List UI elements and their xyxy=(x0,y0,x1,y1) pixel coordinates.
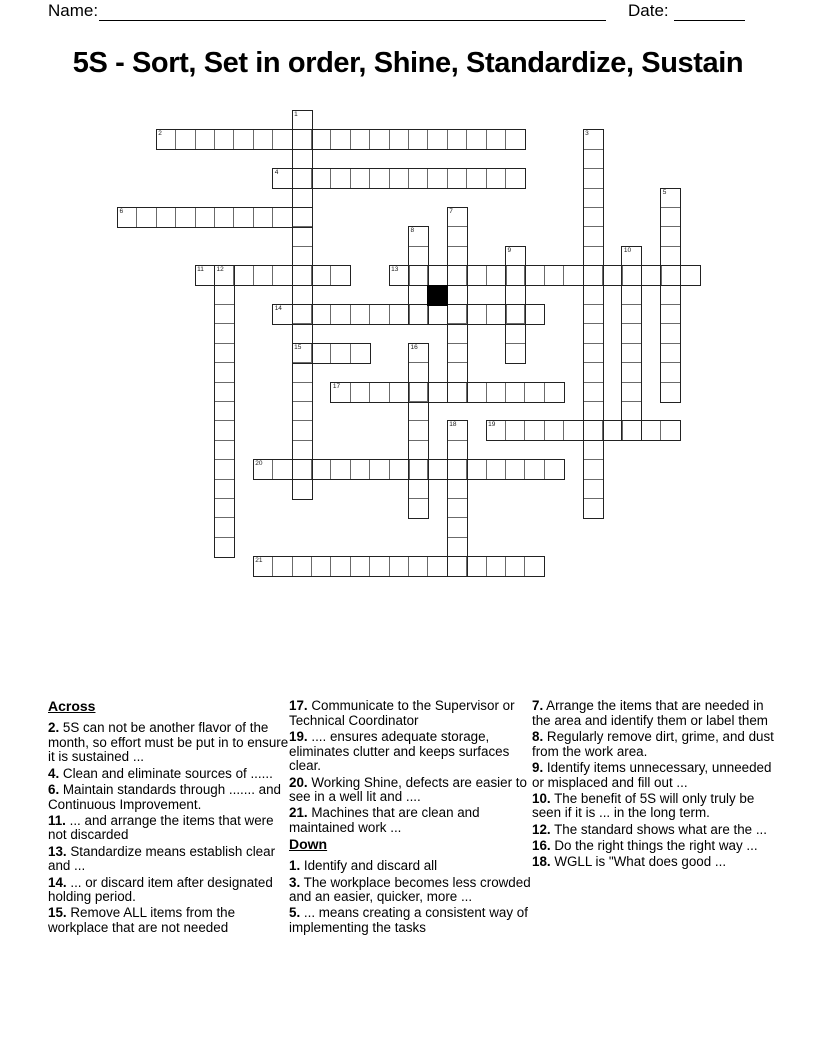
grid-cell-r18c14 xyxy=(389,459,410,480)
grid-cell-r18c5 xyxy=(214,459,235,480)
grid-cell-r15c26 xyxy=(621,401,642,422)
clues-across-heading: Across xyxy=(48,698,96,714)
grid-cell-r14c24 xyxy=(583,382,604,403)
grid-cell-r6c9 xyxy=(292,226,313,247)
grid-cell-r9c26 xyxy=(621,285,642,306)
grid-cell-r9c15 xyxy=(408,285,429,306)
grid-cell-r17c15 xyxy=(408,440,429,461)
grid-cell-r16c15 xyxy=(408,420,429,441)
puzzle-title: 5S - Sort, Set in order, Shine, Standardize, Sustain xyxy=(72,47,744,79)
grid-cell-r8c14 xyxy=(389,265,410,286)
grid-cell-r1c8 xyxy=(272,129,293,150)
grid-cell-r10c20 xyxy=(505,304,526,325)
grid-cell-r16c21 xyxy=(524,420,545,441)
grid-cell-r14c13 xyxy=(369,382,390,403)
grid-cell-r18c16 xyxy=(427,459,448,480)
grid-cell-r13c17 xyxy=(447,362,468,383)
grid-cell-r3c12 xyxy=(350,168,371,189)
grid-cell-r3c20 xyxy=(505,168,526,189)
grid-cell-r12c15 xyxy=(408,343,429,364)
cell-number: 2 xyxy=(158,130,162,138)
grid-cell-r5c4 xyxy=(195,207,216,228)
grid-cell-r14c20 xyxy=(505,382,526,403)
grid-cell-r14c18 xyxy=(466,382,487,403)
grid-cell-r11c17 xyxy=(447,323,468,344)
grid-cell-r23c13 xyxy=(369,556,390,577)
clue-number: 9. xyxy=(532,759,544,775)
clue-item-21: 21. Machines that are clean and maintained work ... xyxy=(289,805,480,836)
clue-number: 16. xyxy=(532,837,551,853)
grid-cell-r23c21 xyxy=(524,556,545,577)
grid-cell-r1c18 xyxy=(466,129,487,150)
grid-cell-r19c15 xyxy=(408,479,429,500)
grid-cell-r10c10 xyxy=(311,304,332,325)
grid-cell-r10c16 xyxy=(427,304,448,325)
clue-number: 12. xyxy=(532,821,551,837)
clue-number: 5. xyxy=(289,905,301,921)
grid-cell-r8c27 xyxy=(641,265,662,286)
grid-cell-r10c9 xyxy=(292,304,313,325)
cell-number: 1 xyxy=(294,111,298,118)
grid-cell-r1c19 xyxy=(486,129,507,150)
grid-cell-r13c26 xyxy=(621,362,642,383)
grid-cell-r18c19 xyxy=(486,459,507,480)
grid-cell-r18c22 xyxy=(544,459,565,480)
grid-cell-r22c17 xyxy=(447,537,468,558)
grid-cell-r8c29 xyxy=(680,265,701,286)
grid-cell-r1c5 xyxy=(214,129,235,150)
clue-number: 13. xyxy=(48,843,67,859)
grid-cell-r12c12 xyxy=(350,343,371,364)
clue-item-16: 16. Do the right things the right way ... xyxy=(532,837,758,853)
clue-item-12: 12. The standard shows what are the ... xyxy=(532,821,767,837)
grid-cell-r14c12 xyxy=(350,382,371,403)
grid-cell-r1c14 xyxy=(389,129,410,150)
clue-item-1: 1. Identify and discard all xyxy=(289,858,438,874)
grid-cell-r8c28 xyxy=(660,265,681,286)
grid-cell-r9c9 xyxy=(292,285,313,306)
cell-number: 4 xyxy=(274,169,279,177)
grid-cell-r23c11 xyxy=(330,556,351,577)
grid-cell-r14c21 xyxy=(524,382,545,403)
grid-cell-r8c5 xyxy=(214,265,235,286)
grid-cell-r23c14 xyxy=(389,556,410,577)
grid-cell-r18c21 xyxy=(524,459,545,480)
grid-cell-r10c19 xyxy=(486,304,507,325)
clue-number: 19. xyxy=(289,728,308,744)
grid-cell-r14c26 xyxy=(621,382,642,403)
grid-cell-r1c7 xyxy=(253,129,274,150)
grid-cell-r12c10 xyxy=(311,343,332,364)
grid-cell-r16c5 xyxy=(214,420,235,441)
grid-cell-r10c24 xyxy=(583,304,604,325)
grid-cell-r17c5 xyxy=(214,440,235,461)
grid-cell-r12c26 xyxy=(621,343,642,364)
grid-cell-r3c19 xyxy=(486,168,507,189)
grid-cell-r16c27 xyxy=(641,420,662,441)
grid-cell-r11c20 xyxy=(505,323,526,344)
grid-cell-r6c28 xyxy=(660,226,681,247)
grid-cell-r7c17 xyxy=(447,246,468,267)
name-label: Name: xyxy=(48,1,99,20)
grid-cell-r23c8 xyxy=(272,556,293,577)
grid-cell-r8c6 xyxy=(233,265,254,286)
grid-cell-r8c17 xyxy=(447,265,468,286)
grid-cell-r7c20 xyxy=(505,246,526,267)
grid-cell-r16c9 xyxy=(292,420,313,441)
grid-cell-r19c17 xyxy=(447,479,468,500)
grid-cell-r4c28 xyxy=(660,188,681,209)
grid-cell-r23c7 xyxy=(253,556,274,577)
cell-number: 7 xyxy=(449,208,453,215)
grid-cell-r23c17 xyxy=(447,556,468,577)
grid-cell-r18c12 xyxy=(350,459,371,480)
grid-cell-r14c17 xyxy=(447,382,468,403)
grid-cell-r1c17 xyxy=(447,129,468,150)
grid-cell-r7c15 xyxy=(408,246,429,267)
cell-number: 12 xyxy=(216,266,224,274)
grid-cell-r5c5 xyxy=(214,207,235,228)
grid-cell-r1c9 xyxy=(292,129,313,150)
cell-number: 10 xyxy=(623,246,632,254)
grid-cell-r23c18 xyxy=(466,556,487,577)
grid-cell-r3c13 xyxy=(369,168,390,189)
grid-cell-r10c14 xyxy=(389,304,410,325)
grid-cell-r13c24 xyxy=(583,362,604,383)
grid-cell-r8c19 xyxy=(486,265,507,286)
clue-item-8: 8. Regularly remove dirt, grime, and dust from the work area. xyxy=(532,728,774,759)
grid-cell-r13c9 xyxy=(292,362,313,383)
clue-column-3 xyxy=(532,699,776,871)
grid-cell-r21c5 xyxy=(214,517,235,538)
cell-number: 8 xyxy=(410,227,415,235)
clue-number: 20. xyxy=(289,774,308,790)
clues-down-heading: Down xyxy=(289,836,328,853)
grid-cell-r15c9 xyxy=(292,401,313,422)
grid-cell-r14c28 xyxy=(660,382,681,403)
clue-item-10: 10. The benefit of 5S will only truly be seen if it is ... in the long term. xyxy=(532,790,755,821)
grid-cell-r1c16 xyxy=(427,129,448,150)
grid-cell-r16c17 xyxy=(447,420,468,441)
grid-cell-r6c15 xyxy=(408,226,429,247)
grid-cell-r1c2 xyxy=(156,129,177,150)
grid-cell-r20c5 xyxy=(214,498,235,519)
grid-cell-r3c16 xyxy=(427,168,448,189)
grid-cell-r8c23 xyxy=(563,265,584,286)
grid-cell-r1c11 xyxy=(330,129,351,150)
grid-cell-r11c26 xyxy=(621,323,642,344)
grid-cell-r19c5 xyxy=(214,479,235,500)
grid-cell-r1c13 xyxy=(369,129,390,150)
clue-number: 7. xyxy=(532,698,544,713)
cell-number: 6 xyxy=(119,208,124,215)
grid-cell-r18c7 xyxy=(253,459,274,480)
grid-cell-r5c9 xyxy=(292,207,313,228)
cell-number: 19 xyxy=(488,421,496,429)
grid-cell-r8c15 xyxy=(408,265,429,286)
clue-item-20: 20. Working Shine, defects are easier to see in a well lit and .... xyxy=(289,774,527,805)
grid-cell-r5c1 xyxy=(136,207,157,228)
grid-cell-r18c9 xyxy=(292,459,313,480)
clue-item-9: 9. Identify items unnecessary, unneeded or misplaced and fill out ... xyxy=(532,759,772,790)
grid-cell-r14c9 xyxy=(292,382,313,403)
grid-cell-r9c28 xyxy=(660,285,681,306)
grid-cell-r7c26 xyxy=(621,246,642,267)
grid-cell-r12c24 xyxy=(583,343,604,364)
grid-cell-r15c5 xyxy=(214,401,235,422)
grid-cell-r3c17 xyxy=(447,168,468,189)
cell-number: 20 xyxy=(255,460,263,468)
grid-cell-r4c24 xyxy=(583,188,604,209)
clue-number: 8. xyxy=(532,728,544,744)
grid-cell-r8c4 xyxy=(195,265,216,286)
clue-number: 1. xyxy=(289,858,301,874)
grid-cell-r3c24 xyxy=(583,168,604,189)
grid-cell-r9c5 xyxy=(214,285,235,306)
grid-cell-r12c17 xyxy=(447,343,468,364)
clue-number: 17. xyxy=(289,698,308,713)
grid-cell-r16c28 xyxy=(660,420,681,441)
clue-number: 18. xyxy=(532,854,551,870)
grid-cell-r1c4 xyxy=(195,129,216,150)
clue-item-11: 11. ... and arrange the items that were not discarded xyxy=(48,812,274,843)
grid-cell-r15c24 xyxy=(583,401,604,422)
grid-cell-r2c24 xyxy=(583,149,604,170)
grid-cell-r12c9 xyxy=(292,343,313,364)
grid-cell-r8c11 xyxy=(330,265,351,286)
grid-cell-r8c21 xyxy=(524,265,545,286)
clue-item-4: 4. Clean and eliminate sources of ...... xyxy=(48,765,273,781)
grid-cell-r9c20 xyxy=(505,285,526,306)
grid-cell-r7c9 xyxy=(292,246,313,267)
grid-cell-r5c24 xyxy=(583,207,604,228)
grid-cell-r14c22 xyxy=(544,382,565,403)
grid-cell-r14c14 xyxy=(389,382,410,403)
clue-item-13: 13. Standardize means establish clear and ... xyxy=(48,843,276,874)
clue-number: 3. xyxy=(289,874,301,890)
grid-cell-r17c9 xyxy=(292,440,313,461)
grid-cell-r3c8 xyxy=(272,168,293,189)
grid-cell-r1c3 xyxy=(175,129,196,150)
grid-cell-r1c12 xyxy=(350,129,371,150)
grid-cell-r6c24 xyxy=(583,226,604,247)
grid-cell-r5c6 xyxy=(233,207,254,228)
grid-cell-r10c17 xyxy=(447,304,468,325)
clue-item-6: 6. Maintain standards through ....... and Continuous Improvement. xyxy=(48,781,281,812)
grid-cell-r16c25 xyxy=(602,420,623,441)
cell-number: 14 xyxy=(274,305,282,312)
grid-cell-r12c28 xyxy=(660,343,681,364)
clue-item-3: 3. The workplace becomes less crowded and an easier, quicker, more ... xyxy=(289,874,531,905)
grid-cell-r12c5 xyxy=(214,343,235,364)
grid-cell-r15c15 xyxy=(408,401,429,422)
grid-cell-r10c18 xyxy=(466,304,487,325)
grid-cell-r5c3 xyxy=(175,207,196,228)
grid-cell-r8c9 xyxy=(292,265,313,286)
date-label: Date: xyxy=(628,1,669,20)
grid-cell-r18c11 xyxy=(330,459,351,480)
grid-cell-r10c26 xyxy=(621,304,642,325)
grid-cell-r16c24 xyxy=(583,420,604,441)
grid-cell-r8c16 xyxy=(427,265,448,286)
clue-number: 21. xyxy=(289,805,308,821)
grid-cell-r11c24 xyxy=(583,323,604,344)
grid-cell-r19c24 xyxy=(583,479,604,500)
clue-number: 6. xyxy=(48,781,60,797)
grid-cell-r3c9 xyxy=(292,168,313,189)
clue-number: 15. xyxy=(48,905,67,921)
grid-cell-r18c10 xyxy=(311,459,332,480)
clue-item-18: 18. WGLL is "What does good ... xyxy=(532,854,727,870)
grid-cell-r20c15 xyxy=(408,498,429,519)
grid-cell-r23c15 xyxy=(408,556,429,577)
grid-cell-r3c10 xyxy=(311,168,332,189)
grid-cell-r3c14 xyxy=(389,168,410,189)
cell-number: 18 xyxy=(449,421,457,429)
grid-cell-r22c5 xyxy=(214,537,235,558)
grid-cell-r13c5 xyxy=(214,362,235,383)
grid-cell-r23c10 xyxy=(311,556,332,577)
grid-cell-r17c24 xyxy=(583,440,604,461)
cell-number: 3 xyxy=(585,130,589,138)
grid-cell-r18c15 xyxy=(408,459,429,480)
grid-cell-r23c20 xyxy=(505,556,526,577)
cell-number: 13 xyxy=(391,266,399,274)
grid-cell-r14c5 xyxy=(214,382,235,403)
grid-cell-r18c24 xyxy=(583,459,604,480)
clue-item-7: 7. Arrange the items that are needed in the area and identify them or label them xyxy=(532,698,768,728)
grid-cell-r20c24 xyxy=(583,498,604,519)
grid-cell-r10c15 xyxy=(408,304,429,325)
grid-cell-r10c11 xyxy=(330,304,351,325)
grid-cell-r10c5 xyxy=(214,304,235,325)
grid-cell-r3c11 xyxy=(330,168,351,189)
cell-number: 9 xyxy=(507,246,512,254)
grid-cell-r8c26 xyxy=(621,265,642,286)
grid-cell-r18c20 xyxy=(505,459,526,480)
grid-cell-r13c28 xyxy=(660,362,681,383)
clue-number: 10. xyxy=(532,790,551,806)
grid-cell-r5c28 xyxy=(660,207,681,228)
grid-cell-r10c13 xyxy=(369,304,390,325)
clue-item-5: 5. ... means creating a consistent way of implementing the tasks xyxy=(289,905,528,936)
grid-cell-r6c17 xyxy=(447,226,468,247)
grid-cell-r23c19 xyxy=(486,556,507,577)
grid-cell-r19c9 xyxy=(292,479,313,500)
grid-cell-r7c28 xyxy=(660,246,681,267)
grid-cell-r13c15 xyxy=(408,362,429,383)
grid-cell-r18c13 xyxy=(369,459,390,480)
grid-cell-r8c7 xyxy=(253,265,274,286)
black-cell xyxy=(427,285,448,306)
grid-cell-r18c17 xyxy=(447,459,468,480)
grid-cell-r5c2 xyxy=(156,207,177,228)
cell-number: 11 xyxy=(197,266,204,274)
grid-cell-r16c20 xyxy=(505,420,526,441)
clue-column-2 xyxy=(289,699,533,937)
grid-cell-r1c20 xyxy=(505,129,526,150)
grid-cell-r0c9 xyxy=(292,110,313,131)
grid-cell-r16c19 xyxy=(486,420,507,441)
grid-cell-r10c12 xyxy=(350,304,371,325)
grid-cell-r8c24 xyxy=(583,265,604,286)
grid-cell-r16c26 xyxy=(621,420,642,441)
grid-cell-r8c22 xyxy=(544,265,565,286)
grid-cell-r16c23 xyxy=(563,420,584,441)
grid-cell-r12c20 xyxy=(505,343,526,364)
clue-number: 14. xyxy=(48,874,67,890)
grid-cell-r18c18 xyxy=(466,459,487,480)
grid-cell-r11c5 xyxy=(214,323,235,344)
grid-cell-r1c10 xyxy=(311,129,332,150)
grid-cell-r5c17 xyxy=(447,207,468,228)
grid-cell-r14c19 xyxy=(486,382,507,403)
grid-cell-r10c21 xyxy=(524,304,545,325)
grid-cell-r17c17 xyxy=(447,440,468,461)
grid-cell-r1c6 xyxy=(233,129,254,150)
grid-cell-r9c17 xyxy=(447,285,468,306)
cell-number: 17 xyxy=(332,382,341,390)
clue-column-1 xyxy=(48,699,292,937)
grid-cell-r3c18 xyxy=(466,168,487,189)
grid-cell-r9c24 xyxy=(583,285,604,306)
clue-number: 2. xyxy=(48,720,60,735)
grid-cell-r21c17 xyxy=(447,517,468,538)
clue-item-17: 17. Communicate to the Supervisor or Technical Coordinator xyxy=(289,698,515,728)
grid-cell-r8c8 xyxy=(272,265,293,286)
clue-item-2: 2. 5S can not be another flavor of the month, so effort must be put in to ensure it is sustained ... xyxy=(48,720,289,765)
clue-item-14: 14. ... or discard item after designated holding period. xyxy=(48,874,273,905)
grid-cell-r23c16 xyxy=(427,556,448,577)
clue-item-15: 15. Remove ALL items from the workplace that are not needed xyxy=(48,905,236,936)
grid-cell-r5c0 xyxy=(117,207,138,228)
grid-cell-r8c18 xyxy=(466,265,487,286)
grid-cell-r7c24 xyxy=(583,246,604,267)
grid-cell-r10c28 xyxy=(660,304,681,325)
grid-cell-r16c22 xyxy=(544,420,565,441)
clue-number: 11. xyxy=(48,812,66,828)
grid-cell-r3c15 xyxy=(408,168,429,189)
grid-cell-r11c28 xyxy=(660,323,681,344)
grid-cell-r8c20 xyxy=(505,265,526,286)
grid-cell-r8c25 xyxy=(602,265,623,286)
grid-cell-r4c9 xyxy=(292,188,313,209)
grid-cell-r14c16 xyxy=(427,382,448,403)
grid-cell-r11c9 xyxy=(292,323,313,344)
grid-cell-r14c15 xyxy=(408,382,429,403)
clue-number: 4. xyxy=(48,765,60,781)
grid-cell-r2c9 xyxy=(292,149,313,170)
grid-cell-r5c7 xyxy=(253,207,274,228)
grid-cell-r1c15 xyxy=(408,129,429,150)
grid-cell-r20c17 xyxy=(447,498,468,519)
grid-cell-r8c10 xyxy=(311,265,332,286)
grid-cell-r12c11 xyxy=(330,343,351,364)
grid-cell-r10c8 xyxy=(272,304,293,325)
cell-number: 16 xyxy=(410,343,418,351)
grid-cell-r1c24 xyxy=(583,129,604,150)
cell-number: 15 xyxy=(294,343,302,351)
grid-cell-r23c9 xyxy=(292,556,313,577)
clue-item-19: 19. .... ensures adequate storage, eliminates clutter and keeps surfaces clear. xyxy=(289,728,510,774)
cell-number: 5 xyxy=(662,188,667,196)
grid-cell-r18c8 xyxy=(272,459,293,480)
grid-cell-r14c11 xyxy=(330,382,351,403)
cell-number: 21 xyxy=(255,557,263,565)
grid-cell-r5c8 xyxy=(272,207,293,228)
grid-cell-r23c12 xyxy=(350,556,371,577)
